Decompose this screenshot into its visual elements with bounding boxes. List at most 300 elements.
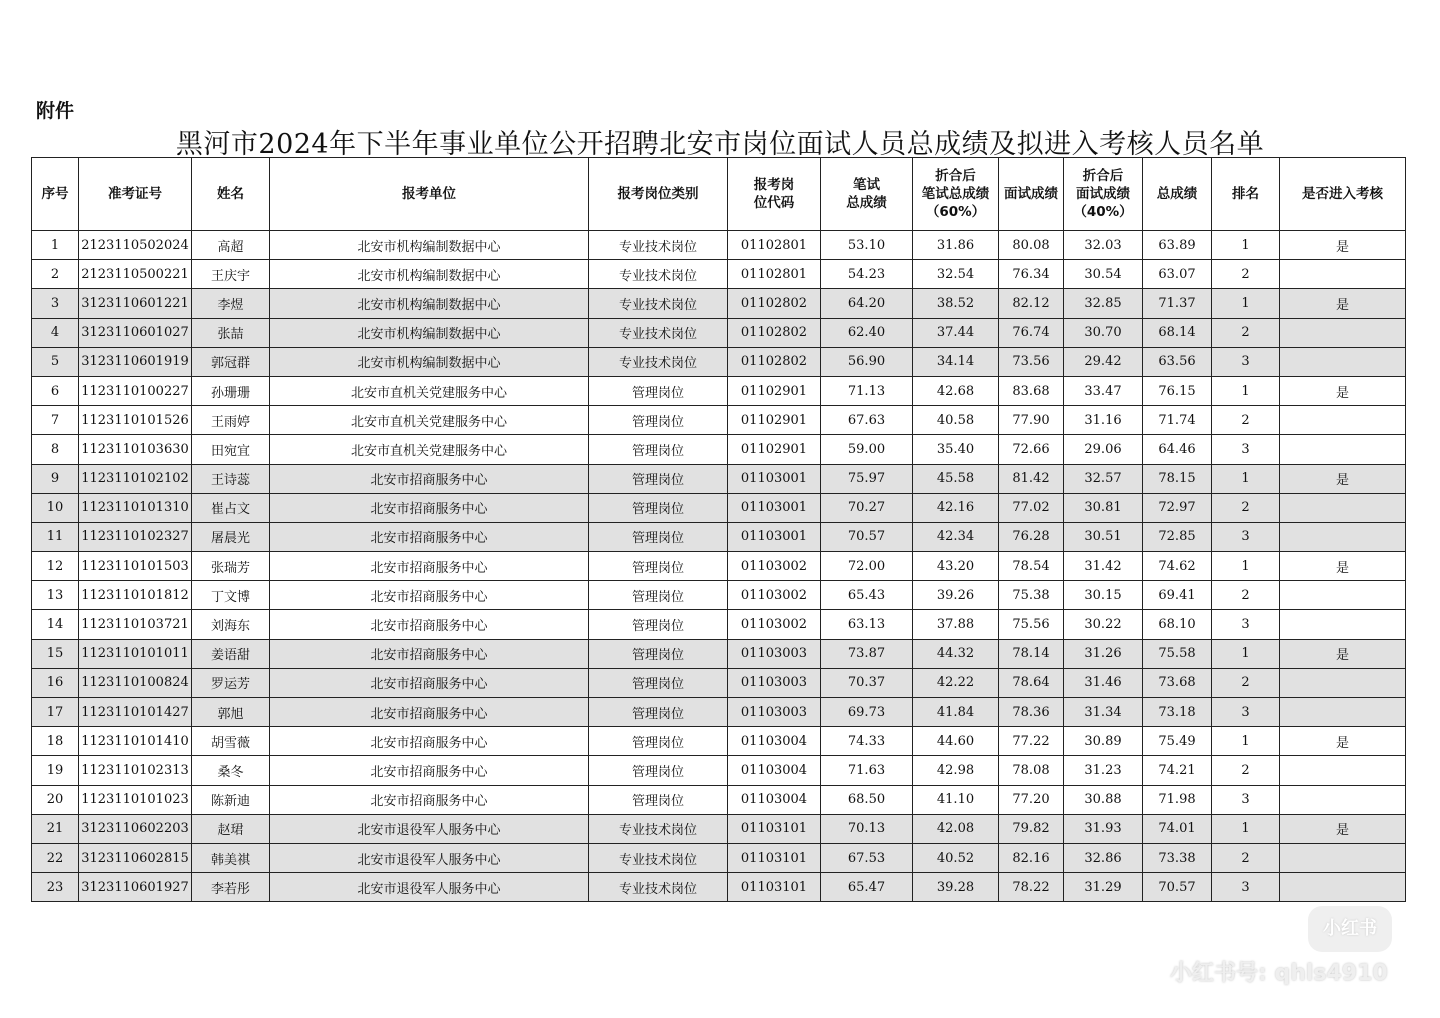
table-row	[32, 318, 1406, 347]
cell-enter-assessment	[1280, 698, 1406, 727]
table-row	[32, 552, 1406, 581]
cell-interview-score: 81.42	[999, 464, 1064, 493]
cell-interview-score: 78.14	[999, 639, 1064, 668]
cell-written-60: 41.10	[913, 785, 999, 814]
cell-enter-assessment	[1280, 843, 1406, 872]
watermark-user-id: 小红书号: qhls4910	[1170, 961, 1388, 986]
cell-enter-assessment	[1280, 260, 1406, 289]
cell-rank: 1	[1212, 814, 1280, 843]
cell-interview-score: 83.68	[999, 376, 1064, 405]
cell-enter-assessment	[1280, 493, 1406, 522]
cell-interview-40: 29.06	[1064, 435, 1143, 464]
cell-exam-id: 1123110101410	[79, 727, 192, 756]
cell-unit: 北安市机构编制数据中心	[270, 318, 589, 347]
cell-written-score: 70.57	[821, 522, 913, 551]
cell-interview-score: 75.56	[999, 610, 1064, 639]
cell-exam-id: 1123110101526	[79, 406, 192, 435]
cell-unit: 北安市招商服务中心	[270, 581, 589, 610]
cell-name: 孙珊珊	[192, 376, 270, 405]
header-seq: 序号	[32, 158, 79, 231]
cell-written-60: 40.58	[913, 406, 999, 435]
cell-position-code: 01103003	[728, 639, 821, 668]
cell-interview-40: 32.03	[1064, 231, 1143, 260]
cell-position-code: 01103004	[728, 756, 821, 785]
cell-unit: 北安市机构编制数据中心	[270, 347, 589, 376]
cell-rank: 1	[1212, 376, 1280, 405]
cell-written-score: 56.90	[821, 347, 913, 376]
cell-exam-id: 1123110101812	[79, 581, 192, 610]
cell-rank: 3	[1212, 347, 1280, 376]
cell-position-code: 01103002	[728, 581, 821, 610]
cell-interview-40: 33.47	[1064, 376, 1143, 405]
cell-rank: 2	[1212, 493, 1280, 522]
cell-category: 专业技术岗位	[589, 260, 728, 289]
cell-position-code: 01102901	[728, 376, 821, 405]
cell-unit: 北安市招商服务中心	[270, 698, 589, 727]
cell-category: 管理岗位	[589, 785, 728, 814]
cell-written-60: 43.20	[913, 552, 999, 581]
cell-position-code: 01103001	[728, 493, 821, 522]
cell-written-60: 44.60	[913, 727, 999, 756]
cell-seq: 9	[32, 464, 79, 493]
cell-enter-assessment: 是	[1280, 289, 1406, 318]
cell-exam-id: 1123110101011	[79, 639, 192, 668]
cell-rank: 3	[1212, 522, 1280, 551]
cell-name: 王诗蕊	[192, 464, 270, 493]
cell-seq: 13	[32, 581, 79, 610]
cell-interview-40: 30.51	[1064, 522, 1143, 551]
cell-total-score: 71.37	[1143, 289, 1212, 318]
watermark-logo: 小红书	[1308, 906, 1392, 952]
cell-written-score: 73.87	[821, 639, 913, 668]
cell-unit: 北安市机构编制数据中心	[270, 260, 589, 289]
cell-category: 专业技术岗位	[589, 347, 728, 376]
cell-name: 刘海东	[192, 610, 270, 639]
cell-category: 管理岗位	[589, 406, 728, 435]
cell-rank: 1	[1212, 231, 1280, 260]
cell-written-score: 70.37	[821, 668, 913, 697]
cell-total-score: 74.01	[1143, 814, 1212, 843]
cell-written-60: 40.52	[913, 843, 999, 872]
cell-category: 管理岗位	[589, 552, 728, 581]
cell-written-60: 34.14	[913, 347, 999, 376]
cell-category: 专业技术岗位	[589, 843, 728, 872]
cell-position-code: 01102802	[728, 289, 821, 318]
cell-seq: 12	[32, 552, 79, 581]
cell-written-score: 68.50	[821, 785, 913, 814]
cell-position-code: 01102802	[728, 347, 821, 376]
cell-unit: 北安市招商服务中心	[270, 493, 589, 522]
cell-category: 管理岗位	[589, 610, 728, 639]
cell-enter-assessment: 是	[1280, 552, 1406, 581]
cell-exam-id: 1123110101503	[79, 552, 192, 581]
cell-exam-id: 1123110101427	[79, 698, 192, 727]
cell-interview-score: 78.36	[999, 698, 1064, 727]
header-written-60: 折合后 笔试总成绩 （60%）	[913, 158, 999, 231]
cell-interview-40: 31.23	[1064, 756, 1143, 785]
cell-written-60: 41.84	[913, 698, 999, 727]
cell-enter-assessment	[1280, 435, 1406, 464]
cell-unit: 北安市招商服务中心	[270, 522, 589, 551]
cell-enter-assessment	[1280, 318, 1406, 347]
table-row	[32, 610, 1406, 639]
cell-interview-40: 30.70	[1064, 318, 1143, 347]
cell-written-60: 42.16	[913, 493, 999, 522]
cell-rank: 2	[1212, 668, 1280, 697]
cell-name: 屠晨光	[192, 522, 270, 551]
cell-unit: 北安市招商服务中心	[270, 610, 589, 639]
cell-exam-id: 2123110500221	[79, 260, 192, 289]
cell-position-code: 01103004	[728, 727, 821, 756]
cell-written-score: 69.73	[821, 698, 913, 727]
cell-name: 张瑞芳	[192, 552, 270, 581]
cell-rank: 3	[1212, 435, 1280, 464]
cell-total-score: 74.62	[1143, 552, 1212, 581]
table-row	[32, 639, 1406, 668]
cell-name: 崔占文	[192, 493, 270, 522]
cell-category: 管理岗位	[589, 493, 728, 522]
cell-position-code: 01103001	[728, 464, 821, 493]
cell-exam-id: 3123110601919	[79, 347, 192, 376]
cell-enter-assessment: 是	[1280, 639, 1406, 668]
cell-written-60: 42.98	[913, 756, 999, 785]
table-row	[32, 376, 1406, 405]
cell-enter-assessment	[1280, 756, 1406, 785]
cell-total-score: 68.10	[1143, 610, 1212, 639]
cell-interview-score: 78.54	[999, 552, 1064, 581]
cell-name: 郭冠群	[192, 347, 270, 376]
cell-unit: 北安市招商服务中心	[270, 727, 589, 756]
cell-name: 丁文博	[192, 581, 270, 610]
cell-exam-id: 1123110103721	[79, 610, 192, 639]
cell-interview-40: 31.42	[1064, 552, 1143, 581]
cell-written-score: 71.63	[821, 756, 913, 785]
cell-category: 专业技术岗位	[589, 231, 728, 260]
cell-exam-id: 1123110101023	[79, 785, 192, 814]
cell-unit: 北安市机构编制数据中心	[270, 289, 589, 318]
cell-name: 李若彤	[192, 873, 270, 902]
cell-written-60: 38.52	[913, 289, 999, 318]
cell-position-code: 01102901	[728, 435, 821, 464]
cell-written-score: 70.13	[821, 814, 913, 843]
cell-rank: 3	[1212, 873, 1280, 902]
cell-interview-40: 31.46	[1064, 668, 1143, 697]
cell-total-score: 63.56	[1143, 347, 1212, 376]
cell-category: 专业技术岗位	[589, 814, 728, 843]
table-row	[32, 493, 1406, 522]
cell-interview-40: 31.29	[1064, 873, 1143, 902]
cell-exam-id: 1123110102102	[79, 464, 192, 493]
table-row	[32, 785, 1406, 814]
header-interview-40: 折合后 面试成绩 （40%）	[1064, 158, 1143, 231]
cell-interview-40: 30.15	[1064, 581, 1143, 610]
cell-name: 高超	[192, 231, 270, 260]
cell-position-code: 01102801	[728, 260, 821, 289]
cell-seq: 4	[32, 318, 79, 347]
cell-written-score: 63.13	[821, 610, 913, 639]
cell-written-score: 71.13	[821, 376, 913, 405]
cell-interview-40: 30.89	[1064, 727, 1143, 756]
cell-category: 管理岗位	[589, 376, 728, 405]
cell-total-score: 71.74	[1143, 406, 1212, 435]
table-row	[32, 406, 1406, 435]
cell-category: 管理岗位	[589, 698, 728, 727]
cell-seq: 3	[32, 289, 79, 318]
cell-total-score: 75.49	[1143, 727, 1212, 756]
table-row	[32, 231, 1406, 260]
cell-unit: 北安市直机关党建服务中心	[270, 435, 589, 464]
cell-unit: 北安市招商服务中心	[270, 464, 589, 493]
cell-interview-score: 76.34	[999, 260, 1064, 289]
cell-interview-score: 80.08	[999, 231, 1064, 260]
cell-enter-assessment	[1280, 581, 1406, 610]
cell-written-score: 65.47	[821, 873, 913, 902]
cell-total-score: 76.15	[1143, 376, 1212, 405]
cell-position-code: 01102801	[728, 231, 821, 260]
cell-seq: 8	[32, 435, 79, 464]
cell-name: 赵珺	[192, 814, 270, 843]
cell-category: 专业技术岗位	[589, 318, 728, 347]
cell-name: 郭旭	[192, 698, 270, 727]
cell-enter-assessment: 是	[1280, 814, 1406, 843]
cell-name: 王雨婷	[192, 406, 270, 435]
cell-enter-assessment	[1280, 522, 1406, 551]
cell-position-code: 01103002	[728, 610, 821, 639]
cell-enter-assessment	[1280, 668, 1406, 697]
cell-exam-id: 3123110602203	[79, 814, 192, 843]
header-total-score: 总成绩	[1143, 158, 1212, 231]
cell-interview-score: 77.02	[999, 493, 1064, 522]
cell-position-code: 01103101	[728, 814, 821, 843]
header-name: 姓名	[192, 158, 270, 231]
cell-unit: 北安市退役军人服务中心	[270, 814, 589, 843]
attachment-label: 附件	[36, 100, 75, 122]
cell-seq: 17	[32, 698, 79, 727]
table-row	[32, 464, 1406, 493]
cell-interview-score: 77.20	[999, 785, 1064, 814]
cell-interview-score: 78.22	[999, 873, 1064, 902]
cell-enter-assessment: 是	[1280, 464, 1406, 493]
cell-written-score: 67.63	[821, 406, 913, 435]
cell-exam-id: 2123110502024	[79, 231, 192, 260]
cell-unit: 北安市招商服务中心	[270, 552, 589, 581]
cell-total-score: 73.38	[1143, 843, 1212, 872]
cell-name: 桑冬	[192, 756, 270, 785]
cell-seq: 2	[32, 260, 79, 289]
header-interview-score: 面试成绩	[999, 158, 1064, 231]
cell-rank: 1	[1212, 727, 1280, 756]
cell-name: 张喆	[192, 318, 270, 347]
results-table	[31, 157, 1406, 902]
cell-position-code: 01102802	[728, 318, 821, 347]
cell-rank: 1	[1212, 464, 1280, 493]
cell-total-score: 74.21	[1143, 756, 1212, 785]
cell-interview-score: 82.12	[999, 289, 1064, 318]
cell-written-60: 42.68	[913, 376, 999, 405]
cell-category: 管理岗位	[589, 464, 728, 493]
cell-unit: 北安市招商服务中心	[270, 668, 589, 697]
cell-category: 管理岗位	[589, 756, 728, 785]
cell-interview-score: 82.16	[999, 843, 1064, 872]
cell-position-code: 01103101	[728, 843, 821, 872]
cell-written-60: 42.34	[913, 522, 999, 551]
cell-seq: 1	[32, 231, 79, 260]
cell-total-score: 64.46	[1143, 435, 1212, 464]
cell-interview-score: 76.28	[999, 522, 1064, 551]
cell-interview-40: 32.57	[1064, 464, 1143, 493]
cell-category: 管理岗位	[589, 668, 728, 697]
cell-unit: 北安市直机关党建服务中心	[270, 376, 589, 405]
cell-total-score: 72.85	[1143, 522, 1212, 551]
document-title: 黑河市2024年下半年事业单位公开招聘北安市岗位面试人员总成绩及拟进入考核人员名单	[175, 129, 1265, 160]
cell-exam-id: 3123110601927	[79, 873, 192, 902]
cell-written-score: 64.20	[821, 289, 913, 318]
cell-category: 专业技术岗位	[589, 873, 728, 902]
cell-rank: 2	[1212, 260, 1280, 289]
cell-written-60: 42.08	[913, 814, 999, 843]
cell-unit: 北安市招商服务中心	[270, 639, 589, 668]
table-row	[32, 435, 1406, 464]
cell-written-60: 42.22	[913, 668, 999, 697]
cell-position-code: 01103004	[728, 785, 821, 814]
cell-exam-id: 1123110101310	[79, 493, 192, 522]
cell-exam-id: 3123110601221	[79, 289, 192, 318]
cell-position-code: 01103101	[728, 873, 821, 902]
cell-category: 管理岗位	[589, 639, 728, 668]
cell-total-score: 63.89	[1143, 231, 1212, 260]
cell-interview-score: 77.90	[999, 406, 1064, 435]
cell-total-score: 78.15	[1143, 464, 1212, 493]
cell-exam-id: 3123110601027	[79, 318, 192, 347]
cell-seq: 19	[32, 756, 79, 785]
cell-rank: 1	[1212, 552, 1280, 581]
cell-unit: 北安市招商服务中心	[270, 756, 589, 785]
cell-rank: 1	[1212, 289, 1280, 318]
cell-written-score: 75.97	[821, 464, 913, 493]
cell-seq: 21	[32, 814, 79, 843]
cell-seq: 14	[32, 610, 79, 639]
cell-exam-id: 1123110100824	[79, 668, 192, 697]
cell-interview-40: 30.88	[1064, 785, 1143, 814]
cell-total-score: 71.98	[1143, 785, 1212, 814]
cell-interview-40: 31.34	[1064, 698, 1143, 727]
cell-interview-40: 31.16	[1064, 406, 1143, 435]
table-row	[32, 698, 1406, 727]
cell-rank: 3	[1212, 610, 1280, 639]
cell-position-code: 01103003	[728, 668, 821, 697]
header-position-code: 报考岗 位代码	[728, 158, 821, 231]
cell-rank: 3	[1212, 698, 1280, 727]
table-header-row	[32, 158, 1406, 231]
cell-rank: 3	[1212, 785, 1280, 814]
cell-seq: 18	[32, 727, 79, 756]
cell-name: 陈新迪	[192, 785, 270, 814]
table-row	[32, 843, 1406, 872]
cell-exam-id: 1123110102313	[79, 756, 192, 785]
cell-seq: 16	[32, 668, 79, 697]
cell-interview-score: 72.66	[999, 435, 1064, 464]
cell-unit: 北安市招商服务中心	[270, 785, 589, 814]
cell-interview-score: 77.22	[999, 727, 1064, 756]
cell-exam-id: 1123110102327	[79, 522, 192, 551]
cell-written-score: 53.10	[821, 231, 913, 260]
cell-seq: 5	[32, 347, 79, 376]
table-row	[32, 581, 1406, 610]
cell-written-60: 37.44	[913, 318, 999, 347]
header-unit: 报考单位	[270, 158, 589, 231]
table-row	[32, 668, 1406, 697]
cell-rank: 2	[1212, 843, 1280, 872]
cell-written-score: 65.43	[821, 581, 913, 610]
cell-total-score: 68.14	[1143, 318, 1212, 347]
cell-total-score: 69.41	[1143, 581, 1212, 610]
table-row	[32, 522, 1406, 551]
cell-name: 罗运芳	[192, 668, 270, 697]
cell-category: 专业技术岗位	[589, 289, 728, 318]
cell-name: 李煜	[192, 289, 270, 318]
cell-rank: 2	[1212, 756, 1280, 785]
cell-interview-score: 78.64	[999, 668, 1064, 697]
cell-total-score: 70.57	[1143, 873, 1212, 902]
cell-name: 胡雪薇	[192, 727, 270, 756]
cell-enter-assessment	[1280, 610, 1406, 639]
cell-enter-assessment: 是	[1280, 231, 1406, 260]
table-row	[32, 260, 1406, 289]
cell-name: 姜语甜	[192, 639, 270, 668]
cell-written-score: 54.23	[821, 260, 913, 289]
cell-interview-score: 73.56	[999, 347, 1064, 376]
cell-interview-40: 31.93	[1064, 814, 1143, 843]
cell-total-score: 63.07	[1143, 260, 1212, 289]
cell-total-score: 73.68	[1143, 668, 1212, 697]
cell-interview-40: 30.81	[1064, 493, 1143, 522]
cell-category: 管理岗位	[589, 522, 728, 551]
cell-rank: 2	[1212, 318, 1280, 347]
header-category: 报考岗位类别	[589, 158, 728, 231]
cell-seq: 23	[32, 873, 79, 902]
cell-exam-id: 1123110103630	[79, 435, 192, 464]
cell-written-60: 39.28	[913, 873, 999, 902]
cell-enter-assessment: 是	[1280, 727, 1406, 756]
cell-enter-assessment	[1280, 406, 1406, 435]
cell-seq: 10	[32, 493, 79, 522]
cell-position-code: 01103003	[728, 698, 821, 727]
cell-written-60: 37.88	[913, 610, 999, 639]
cell-written-score: 67.53	[821, 843, 913, 872]
header-written-score: 笔试 总成绩	[821, 158, 913, 231]
cell-position-code: 01103002	[728, 552, 821, 581]
cell-seq: 20	[32, 785, 79, 814]
table-row	[32, 873, 1406, 902]
cell-written-score: 62.40	[821, 318, 913, 347]
cell-unit: 北安市退役军人服务中心	[270, 843, 589, 872]
cell-written-score: 59.00	[821, 435, 913, 464]
cell-total-score: 73.18	[1143, 698, 1212, 727]
cell-total-score: 72.97	[1143, 493, 1212, 522]
cell-written-score: 72.00	[821, 552, 913, 581]
header-rank: 排名	[1212, 158, 1280, 231]
cell-interview-40: 30.22	[1064, 610, 1143, 639]
cell-seq: 15	[32, 639, 79, 668]
cell-seq: 7	[32, 406, 79, 435]
table-row	[32, 727, 1406, 756]
cell-enter-assessment	[1280, 873, 1406, 902]
cell-category: 管理岗位	[589, 727, 728, 756]
cell-seq: 22	[32, 843, 79, 872]
cell-interview-score: 75.38	[999, 581, 1064, 610]
cell-name: 王庆宇	[192, 260, 270, 289]
cell-interview-40: 29.42	[1064, 347, 1143, 376]
